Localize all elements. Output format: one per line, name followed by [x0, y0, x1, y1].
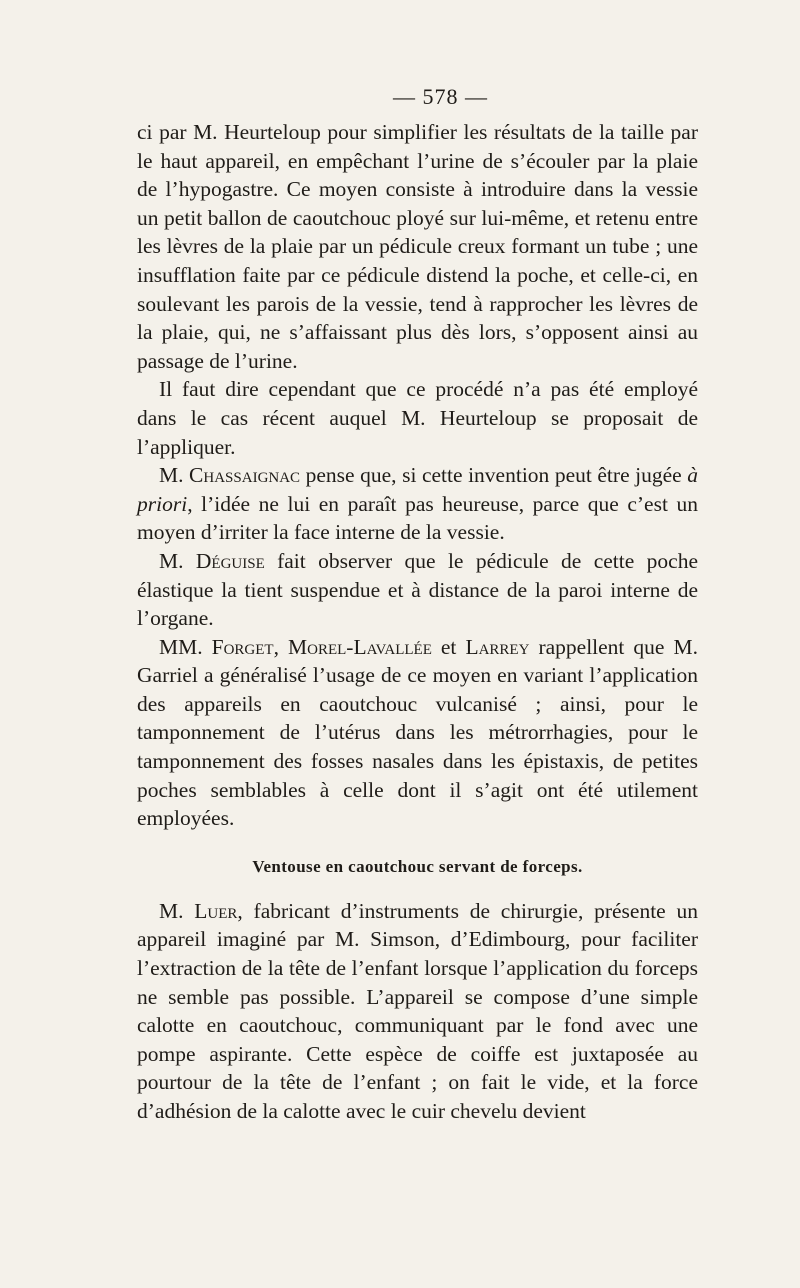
section-heading: Ventouse en caoutchouc servant de forceps. [252, 856, 583, 876]
paragraph-6-text: , fabricant d’instruments de chirurgie, présente un appareil imaginé par M. Simson, d’Edimbourg, pour faciliter l’extraction de la tête de l’enfant lorsque l’application du forceps ne semble pas possible. L’appareil se compose d’une simple calotte en caoutchouc, communiquant par le fond avec une pompe aspirante. Cette espèce de coiffe est juxtaposée au pourtour de la tête de l’enfant ; on fait le vide, et la force d’adhésion de la calotte avec le cuir chevelu devient [137, 898, 698, 1123]
paragraph-3-text: pense que, si cette invention peut être jugée [300, 463, 688, 488]
paragraph-3-prefix: M. [159, 463, 190, 488]
speaker-name-luer: Luer [194, 898, 238, 923]
paragraph-4-prefix: M. [159, 548, 196, 573]
speaker-name-deguise: Déguise [195, 548, 265, 573]
paragraph-4-text: fait observer que le pédicule de cette poche élastique la tient suspendue et à distance de la paroi interne de l’organe. [137, 548, 698, 631]
paragraph-6 [137, 897, 698, 1126]
paragraph-4 [137, 547, 698, 633]
speaker-name-chassaignac: Chassaignac [189, 463, 301, 488]
paragraph-2: Il faut dire cependant que ce procédé n’a pas été employé dans le cas récent auquel M. Heurteloup se proposait de l’appliquer. [137, 377, 698, 459]
speaker-name-forget: Forget [211, 634, 274, 659]
separator-2: et [431, 634, 466, 659]
separator-1: , [273, 634, 288, 659]
paragraph-5-text: rappellent que M. Garriel a généralisé l’usage de ce moyen en variant l’application des appareils en caoutchouc vulcanisé ; ainsi, pour le tamponnement de l’utérus dans les métrorrhagies, pour le tamponnement des fosses nasales dans les épistaxis, de petites poches semblables à celle dont il s’agit ont été utilement employées. [137, 634, 698, 831]
paragraph-1: ci par M. Heurteloup pour simplifier les résultats de la taille par le haut appareil, en empêchant l’urine de s’écouler par la plaie de l’hypogastre. Ce moyen consiste à introduire dans la vessie un petit ballon de caoutchouc ployé sur lui-même, et retenu entre les lèvres de la plaie par un pédicule creux formant un tube ; une insufflation faite par ce pédicule distend la poche, et celle-ci, en soulevant les parois de la vessie, tend à rapprocher les lèvres de la plaie, qui, ne s’affaissant plus dès lors, s’opposent ainsi au passage de l’urine. [137, 120, 698, 373]
italic-a-priori: à priori [137, 463, 698, 516]
paragraph-3 [137, 461, 698, 547]
paragraph-3-text-end: , l’idée ne lui en paraît pas heureuse, parce que c’est un moyen d’irriter la face interne de la vessie. [137, 491, 698, 545]
speaker-name-larrey: Larrey [465, 634, 530, 659]
speaker-name-morel-lavallee: Morel-Lavallée [288, 634, 432, 659]
paragraph-5-prefix: MM. [159, 634, 212, 659]
paragraph-5 [137, 633, 698, 833]
page-number: — 578 — [393, 84, 488, 109]
paragraph-6-prefix: M. [159, 898, 195, 923]
